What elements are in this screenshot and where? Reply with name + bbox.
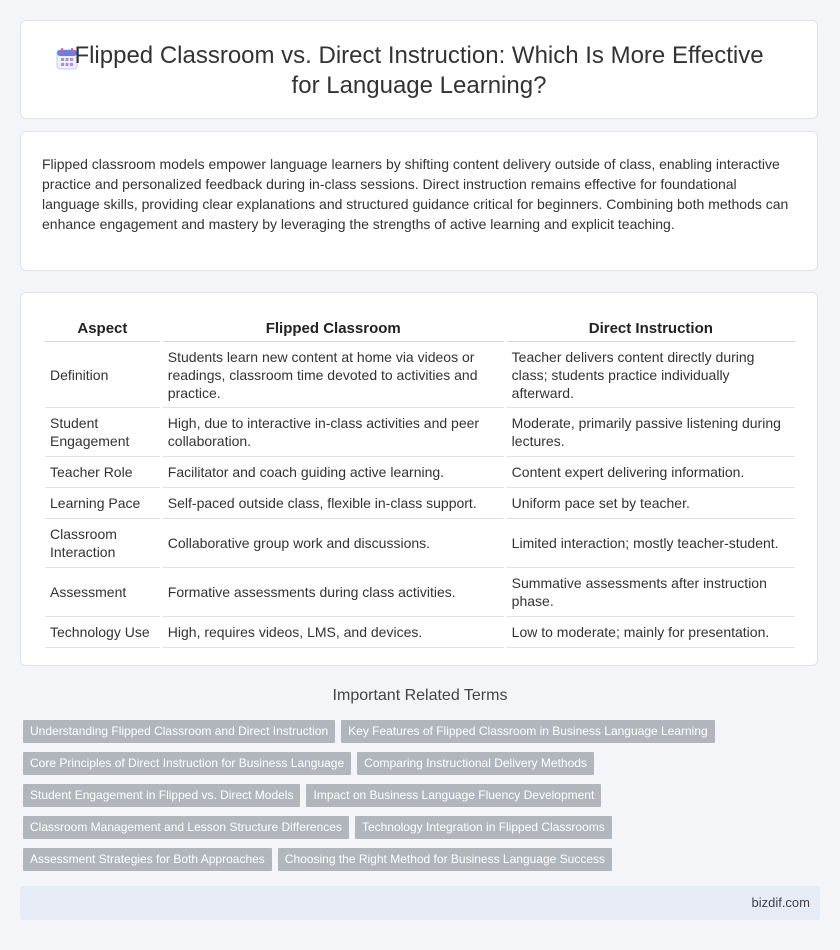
table-header-row	[45, 315, 795, 342]
table-row	[45, 568, 795, 617]
table-row	[45, 457, 795, 488]
related-term-link[interactable]: Understanding Flipped Classroom and Direct Instruction	[23, 720, 335, 743]
aspect-cell: Definition	[45, 342, 160, 408]
intro-card	[20, 131, 818, 271]
table-row	[45, 488, 795, 519]
related-term-link[interactable]: Technology Integration in Flipped Classrooms	[355, 816, 612, 839]
related-term-link[interactable]: Choosing the Right Method for Business Language Success	[278, 848, 612, 871]
aspect-cell: Technology Use	[45, 617, 160, 648]
aspect-cell: Learning Pace	[45, 488, 160, 519]
related-terms-list	[23, 720, 823, 880]
direct-cell: Teacher delivers content directly during class; students practice individually afterward.	[507, 342, 795, 408]
aspect-cell: Student Engagement	[45, 408, 160, 457]
table-row	[45, 408, 795, 457]
header-direct-instruction: Direct Instruction	[507, 315, 795, 342]
related-term-link[interactable]: Comparing Instructional Delivery Methods	[357, 752, 594, 775]
related-term-link[interactable]: Assessment Strategies for Both Approaches	[23, 848, 272, 871]
related-term-link[interactable]: Key Features of Flipped Classroom in Business Language Learning	[341, 720, 715, 743]
title-line-1: Flipped Classroom vs. Direct Instruction: Which Is More Effective	[74, 42, 764, 69]
header-aspect: Aspect	[45, 315, 160, 342]
related-term-link[interactable]: Classroom Management and Lesson Structure Differences	[23, 816, 349, 839]
flipped-cell: High, requires videos, LMS, and devices.	[163, 617, 504, 648]
related-term-link[interactable]: Impact on Business Language Fluency Development	[306, 784, 601, 807]
title-line-2: for Language Learning?	[291, 72, 547, 99]
flipped-cell: Self-paced outside class, flexible in-class support.	[163, 488, 504, 519]
page-title	[21, 41, 817, 101]
comparison-table	[42, 315, 798, 648]
footer	[20, 886, 820, 920]
related-term-link[interactable]: Student Engagement in Flipped vs. Direct Models	[23, 784, 300, 807]
direct-cell: Moderate, primarily passive listening during lectures.	[507, 408, 795, 457]
direct-cell: Limited interaction; mostly teacher-student.	[507, 519, 795, 568]
aspect-cell: Classroom Interaction	[45, 519, 160, 568]
direct-cell: Uniform pace set by teacher.	[507, 488, 795, 519]
aspect-cell: Assessment	[45, 568, 160, 617]
title-card	[20, 20, 818, 119]
direct-cell: Content expert delivering information.	[507, 457, 795, 488]
table-row	[45, 519, 795, 568]
flipped-cell: Facilitator and coach guiding active learning.	[163, 457, 504, 488]
flipped-cell: Students learn new content at home via videos or readings, classroom time devoted to activities and practice.	[163, 342, 504, 408]
aspect-cell: Teacher Role	[45, 457, 160, 488]
flipped-cell: Formative assessments during class activities.	[163, 568, 504, 617]
table-row	[45, 617, 795, 648]
flipped-cell: Collaborative group work and discussions.	[163, 519, 504, 568]
direct-cell: Low to moderate; mainly for presentation.	[507, 617, 795, 648]
flipped-cell: High, due to interactive in-class activities and peer collaboration.	[163, 408, 504, 457]
footer-site-link[interactable]: bizdif.com	[751, 895, 810, 910]
direct-cell: Summative assessments after instruction phase.	[507, 568, 795, 617]
table-row	[45, 342, 795, 408]
header-flipped-classroom: Flipped Classroom	[163, 315, 504, 342]
intro-paragraph: Flipped classroom models empower language learners by shifting content delivery outside of class, enabling interactive practice and personalized feedback during in-class sessions. Direct instruction remains effective for foundational language skills, providing clear explanations and structured guidance critical for beginners. Combining both methods can enhance engagement and mastery by leveraging the strengths of active learning and explicit teaching.	[42, 156, 789, 232]
related-terms-title: Important Related Terms	[332, 687, 508, 704]
related-term-link[interactable]: Core Principles of Direct Instruction for Business Language	[23, 752, 351, 775]
comparison-card	[20, 292, 818, 666]
